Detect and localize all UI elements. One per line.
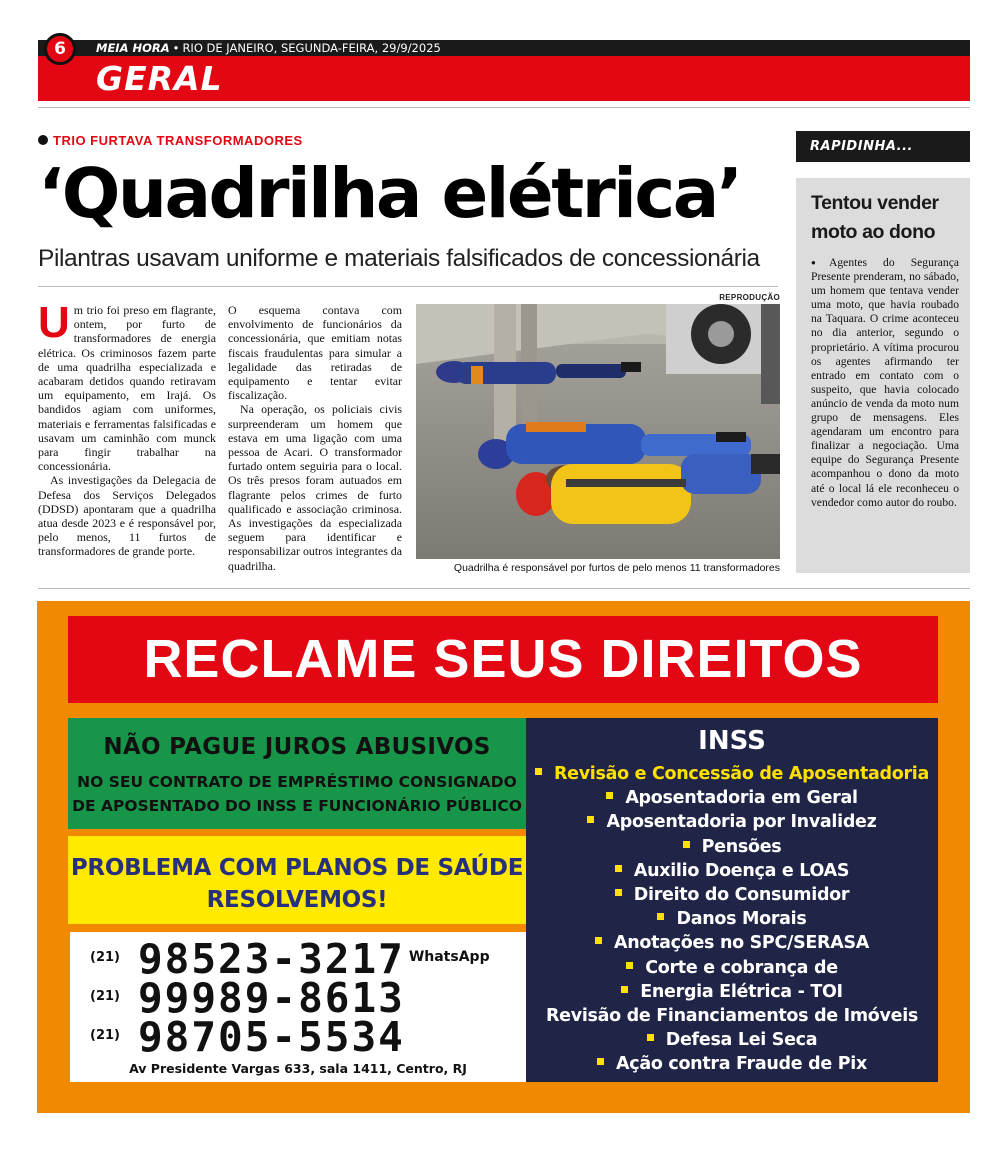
ad-inss-title: INSS bbox=[698, 726, 766, 756]
bullet-icon bbox=[38, 135, 48, 145]
paragraph: As investigações da Delegacia de Defesa dos Serviços Delegados (DDSD) apontaram que a quadrilha atua desde 2023 e é responsável por, pelo menos, 11 furtos de transformadores de grande porte. bbox=[38, 473, 216, 559]
divider bbox=[38, 286, 778, 287]
whatsapp-label: WhatsApp bbox=[408, 949, 490, 965]
service-item bbox=[526, 835, 938, 859]
service-item bbox=[526, 1004, 938, 1028]
ad-saude-box bbox=[68, 836, 526, 924]
service-label: Direito do Consumidor bbox=[633, 885, 850, 906]
service-label: Danos Morais bbox=[676, 909, 807, 930]
square-bullet-icon bbox=[606, 792, 613, 799]
ad-saude-text bbox=[68, 852, 526, 916]
publication-name: MEIA HORA bbox=[96, 41, 170, 55]
service-item bbox=[526, 931, 938, 955]
square-bullet-icon bbox=[657, 913, 664, 920]
phone-number-3 bbox=[90, 1013, 405, 1061]
square-bullet-icon bbox=[597, 1058, 604, 1065]
service-label: Pensões bbox=[701, 836, 782, 857]
phone-number-2 bbox=[90, 974, 405, 1022]
service-item bbox=[526, 1028, 938, 1052]
divider bbox=[38, 107, 970, 108]
service-item bbox=[526, 883, 938, 907]
ad-services-list bbox=[526, 762, 938, 1077]
paragraph-text: m trio foi preso em flagrante, ontem, por furto de transformadores de energia elétrica. Os criminosos fazem parte de uma quadrilha especializada e acabaram detidos quando retiravam um equipamento, em Irajá. Os bandidos agiam com uniformes, materiais e ferramentas falsificadas e usavam um caminhão com munck para fingir trabalhar na concessionária. bbox=[38, 303, 216, 474]
service-item bbox=[526, 810, 938, 834]
service-label: Auxilio Doença e LOAS bbox=[633, 860, 850, 881]
square-bullet-icon bbox=[587, 816, 594, 823]
service-label: Revisão de Financiamentos de Imóveis bbox=[545, 1006, 919, 1027]
square-bullet-icon bbox=[615, 865, 622, 872]
service-item bbox=[526, 1052, 938, 1076]
service-item bbox=[526, 980, 938, 1004]
service-label: Anotações no SPC/SERASA bbox=[613, 933, 870, 954]
sidebar-label: RAPIDINHA... bbox=[796, 131, 970, 162]
square-bullet-icon bbox=[595, 937, 602, 944]
ad-contact-box bbox=[70, 932, 526, 1082]
service-item bbox=[526, 859, 938, 883]
square-bullet-icon bbox=[683, 841, 690, 848]
phone-digits: 98523-3217 bbox=[137, 935, 405, 983]
service-label: Revisão e Concessão de Aposentadoria bbox=[553, 764, 930, 784]
service-item bbox=[526, 786, 938, 810]
ad-saude-line-2: RESOLVEMOS! bbox=[206, 887, 388, 913]
service-item bbox=[526, 907, 938, 931]
bullet-icon: ● bbox=[811, 258, 829, 267]
phone-ddd: (21) bbox=[90, 950, 120, 965]
square-bullet-icon bbox=[615, 889, 622, 896]
paragraph: O esquema contava com envolvimento de funcionários da concessionária, que emitiam notas fiscais fraudulentas para simular a legalidade das retiradas de equipamento e tentar evitar fiscalização. bbox=[228, 303, 402, 403]
arrest-photo-illustration bbox=[416, 304, 780, 559]
page-number: 6 bbox=[44, 33, 76, 65]
ad-juros-title: NÃO PAGUE JUROS ABUSIVOS bbox=[103, 734, 491, 760]
service-label: Aposentadoria em Geral bbox=[625, 788, 858, 809]
service-label: Aposentadoria por Invalidez bbox=[606, 812, 877, 833]
phone-digits: 98705-5534 bbox=[137, 1013, 405, 1061]
square-bullet-icon bbox=[647, 1034, 654, 1041]
article-column-1 bbox=[38, 298, 216, 559]
subheadline: Pilantras usavam uniforme e materiais falsificados de concessionária bbox=[38, 245, 760, 272]
ad-juros-line-1: NO SEU CONTRATO DE EMPRÉSTIMO CONSIGNADO bbox=[77, 773, 517, 791]
phone-ddd: (21) bbox=[90, 989, 120, 1004]
service-label: Energia Elétrica - TOI bbox=[640, 981, 843, 1002]
sidebar-body bbox=[811, 256, 959, 510]
paragraph: Na operação, os policiais civis surpreenderam um homem que estava em uma ligação com uma pessoa de Acari. O transformador furtado ontem seguiria para o local. Os três presos foram autuados em flagrante pelos crimes de furto qualificado e associação criminosa. As investigações da especializada seguem para identificar e responsabilizar outros integrantes da quadrilha. bbox=[228, 402, 403, 573]
photo-caption: Quadrilha é responsável por furtos de pelo menos 11 transformadores bbox=[453, 562, 780, 574]
square-bullet-icon bbox=[626, 962, 633, 969]
article-photo bbox=[416, 304, 780, 559]
service-label: Corte e cobrança de bbox=[645, 957, 838, 978]
ad-saude-line-1: PROBLEMA COM PLANOS DE SAÚDE bbox=[70, 855, 524, 881]
ad-inss-box bbox=[526, 718, 938, 1082]
paragraph bbox=[38, 298, 216, 474]
service-item bbox=[526, 956, 938, 980]
ad-address: Av Presidente Vargas 633, sala 1411, Centro, RJ bbox=[129, 1061, 467, 1076]
section-title: GERAL bbox=[96, 59, 223, 98]
masthead-line: MEIA HORA • RIO DE JANEIRO, SEGUNDA-FEIRA, 29/9/2025 bbox=[96, 41, 441, 55]
square-bullet-icon bbox=[621, 986, 628, 993]
location-date: RIO DE JANEIRO, SEGUNDA-FEIRA, 29/9/2025 bbox=[182, 41, 441, 55]
ad-juros-text bbox=[68, 770, 526, 818]
ad-title: RECLAME SEUS DIREITOS bbox=[68, 616, 938, 703]
phone-ddd: (21) bbox=[90, 1028, 120, 1043]
sidebar-text: Agentes do Segurança Presente prenderam, no sábado, um homem que tentava vender uma moto, que havia roubado na Taquara. O crime aconteceu no dia anterior, segundo o proprietário. A vítima procurou os agentes afirmando ter entrado em contato com o suspeito, que havia colocado anúncio de venda da moto num grupo de mensagens. Eles agendaram um encontro para finalizar a negociação. Uma equipe do Segurança Presente acompanhou o dono da moto até o local lá ele reconheceu o vendedor como autor do roubo. bbox=[811, 256, 959, 509]
drop-cap: U bbox=[38, 298, 70, 347]
divider bbox=[38, 588, 970, 589]
headline: ‘Quadrilha elétrica’ bbox=[38, 154, 741, 234]
sidebar-title: Tentou vender moto ao dono bbox=[811, 192, 939, 243]
phone-number-1 bbox=[90, 935, 490, 983]
article-column-2 bbox=[228, 303, 402, 573]
kicker-text: TRIO FURTAVA TRANSFORMADORES bbox=[53, 133, 303, 148]
photo-credit: REPRODUÇÃO bbox=[719, 293, 780, 302]
service-label: Ação contra Fraude de Pix bbox=[616, 1054, 867, 1075]
square-bullet-icon bbox=[535, 768, 542, 775]
service-label: Defesa Lei Seca bbox=[665, 1030, 818, 1051]
ad-juros-box bbox=[68, 718, 526, 829]
service-item bbox=[526, 762, 938, 786]
phone-digits: 99989-8613 bbox=[137, 974, 405, 1022]
ad-juros-line-2: DE APOSENTADO DO INSS E FUNCIONÁRIO PÚBLICO bbox=[72, 797, 522, 815]
